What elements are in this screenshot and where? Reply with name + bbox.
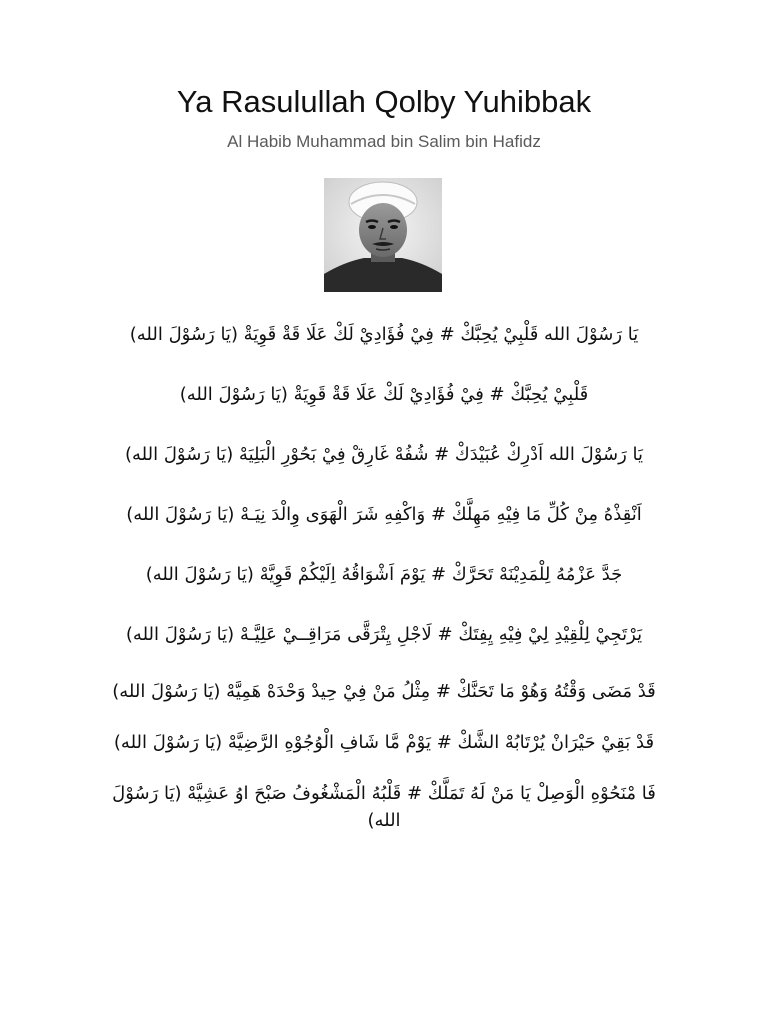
verse-line: يَا رَسُوْلَ الله قَلْبِيْ يُحِبَّكْ # فِيْ فُؤَادِيْ لَكْ عَلَا قَةْ قَوِيَةْ (يَا رَسُوْلَ الله) <box>129 324 639 345</box>
verse-line: يَا رَسُوْلَ الله اَدْرِكْ عُبَيْدَكْ # شُفُهْ غَارِقْ فِيْ بَحُوْرِ الْبَلِيَهْ (يَا رَسُوْلَ الله) <box>124 444 643 465</box>
verse-line: يَرْتَجِيْ لِلْقِيْدِ لِيْ فِيْهِ يِفِتَكْ # لَاجْلِ يِتْرَقَّى مَرَاقِــيْ عَلِيَّـهْ (يَا رَسُوْلَ الله) <box>125 624 643 645</box>
verse-line: قَدْ بَقِيْ حَيْرَانْ يُرْتَابُهْ الشَّكْ # يَوْمْ مَّا شَافِ الْوُجُوْهِ الرَّضِيَّهْ (يَا رَسُوْلَ الله) <box>113 732 655 753</box>
portrait-photo-icon <box>324 178 442 292</box>
verse-line: اَنْقِذْهُ مِنْ كُلِّ مَا فِيْهِ مَهِلَّكْ # وَاكْفِهِ شَرَ الْهَوَى وِالْدَ نِيَـهْ (يَا رَسُوْلَ الله) <box>126 504 642 525</box>
verse-line: قَدْ مَضَى وَقْتُهُ وَهُوْ مَا تَحَنَّكْ # مِثْلُ مَنْ فِيْ حِيدْ وَحْدَهْ هَمِيَّهْ (يَا رَسُوْلَ الله) <box>112 681 656 702</box>
page-subtitle: Al Habib Muhammad bin Salim bin Hafidz <box>227 132 541 151</box>
verse-line: فَا مْنَحُوْهِ الْوَصِلْ يَا مَنْ لَهُ تَمَلَّكْ # قَلْبُهُ الْمَشْغُوفُ صَبْحَ اوُ عَشِيَّهْ (يَا رَسُوْلَ الله) <box>112 783 656 831</box>
verse-line: قَلْبِيْ يُحِبَّكْ # فِيْ فُؤَادِيْ لَكْ عَلَا قَةْ قَوِيَةْ (يَا رَسُوْلَ الله) <box>179 384 589 405</box>
page-title: Ya Rasulullah Qolby Yuhibbak <box>176 84 592 119</box>
verse-line: جَدَّ عَزْمُهُ لِلْمَدِيْنَهْ تَحَرَّكْ # يَوْمَ اَشْوَاقُهُ اِلَيْكُمْ قَوِيَّهْ (يَا رَسُوْلَ الله) <box>145 564 623 585</box>
verses-list <box>96 318 672 858</box>
